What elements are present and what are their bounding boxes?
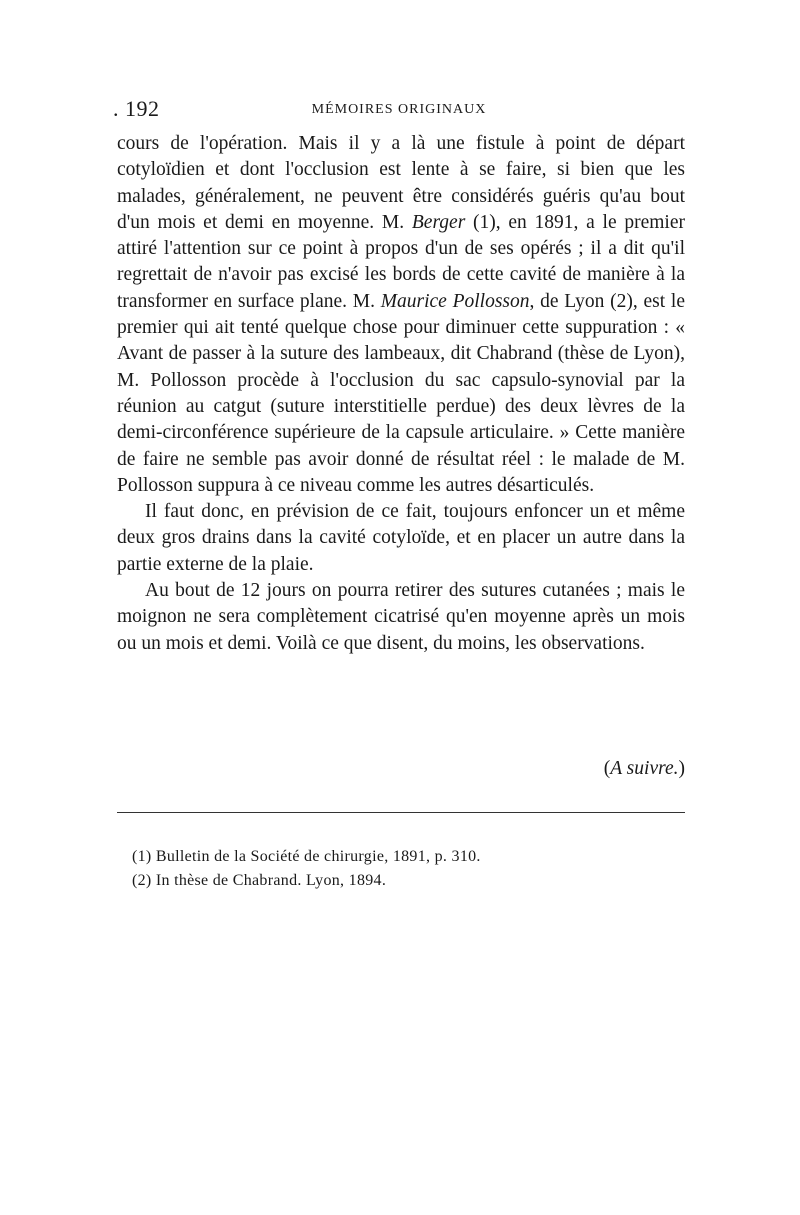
footnote-2: (2) In thèse de Chabrand. Lyon, 1894. xyxy=(132,872,387,889)
to-be-continued-open: ( xyxy=(603,758,611,779)
footnote-1: (1) Bulletin de la Société de chirurgie, 1891, p. 310. xyxy=(132,848,481,865)
to-be-continued-text: A suivre. xyxy=(610,758,679,779)
author-name-pollosson: Maurice Pollosson xyxy=(380,290,530,312)
paragraph-1-part-e: , de Lyon (2), est le premier qui ait tenté quelque chose pour diminuer cette suppuration : « Avant de passer à la suture des lambeaux, dit Chabrand (thèse de Lyon), M. Pollosson procède à l'occlusion du sac capsulo-synovial par la réunion au catgut (suture interstitielle perdue) des deux lèvres de la demi-circonférence supérieure de la capsule articulaire. » Cette manière de faire ne semble pas avoir donné de résultat réel : le malade de M. Pollosson suppura à ce niveau comme les autres désarticulés. xyxy=(117,290,685,496)
to-be-continued xyxy=(117,758,685,780)
paragraph-1-part-a: cours de l'opération. Mais il y a là une fistule à point de départ cotyloïdien et dont l'occlusion est lente à se faire, si bien que les malades, généralement, ne peuvent être considérés guéris qu'au bout d'un mois et demi en moyenne. M. xyxy=(117,133,685,233)
paragraph-1-part-c: (1), en 1891, a le premier attiré l'attention sur ce point à propos d'un de ses opérés ; il a dit qu'il regrettait de n'avoir pas excisé les bords de cette cavité de manière à la transformer en surface plane. M. xyxy=(117,211,685,312)
author-name-berger: Berger xyxy=(411,211,466,233)
paragraph-3: Au bout de 12 jours on pourra retirer des sutures cutanées ; mais le moignon ne sera complètement cicatrisé qu'en moyenne après un mois ou un mois et demi. Voilà ce que disent, du moins, les observations. xyxy=(117,580,685,654)
footnote-divider xyxy=(117,812,685,813)
body-text xyxy=(117,131,685,657)
paragraph-1 xyxy=(117,131,685,499)
to-be-continued-close: ) xyxy=(678,758,685,779)
page-number: . 192 xyxy=(113,96,160,121)
footnotes xyxy=(132,845,685,893)
running-head: MÉMOIRES ORIGINAUX xyxy=(311,102,487,117)
paragraph-2: Il faut donc, en prévision de ce fait, toujours enfoncer un et même deux gros drains dans la cavité cotyloïde, et en placer un autre dans la partie externe de la plaie. xyxy=(117,501,685,575)
page-header xyxy=(113,96,685,124)
